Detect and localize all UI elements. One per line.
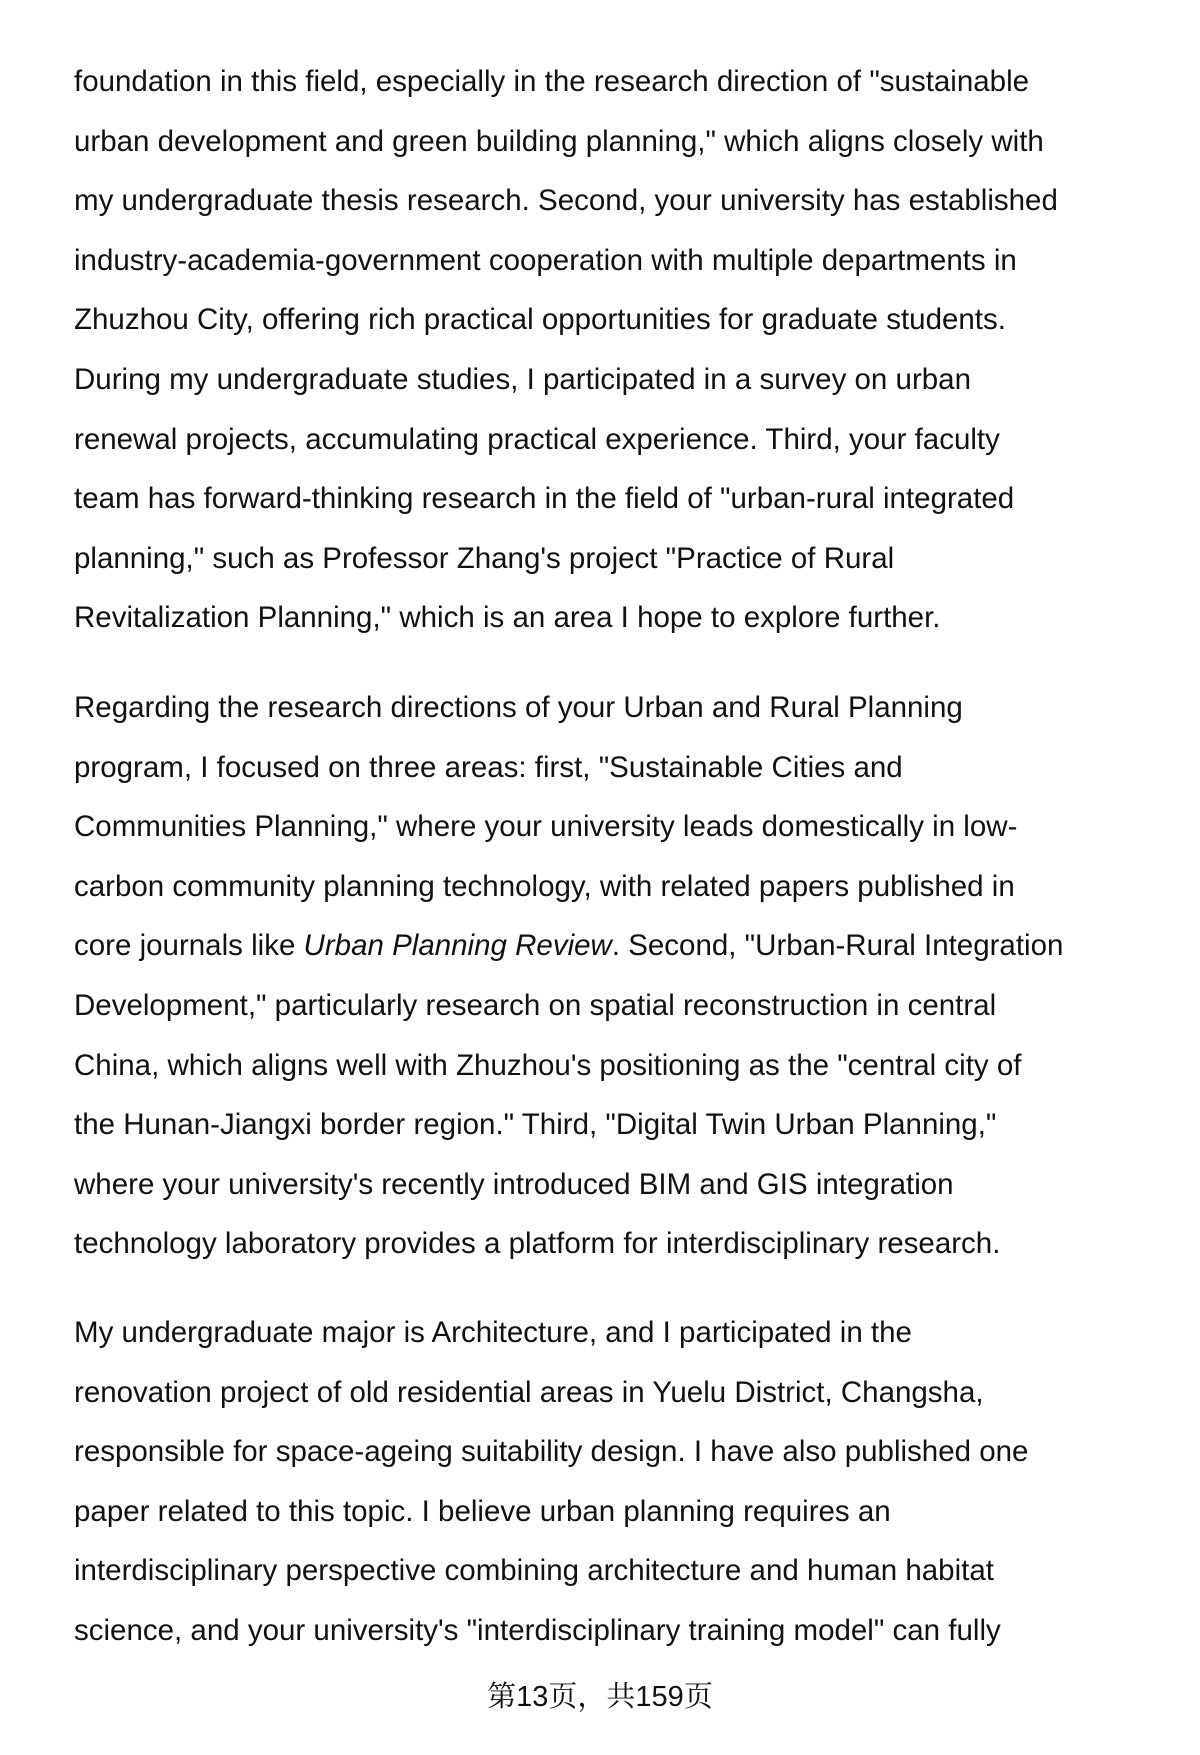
text-line: China, which aligns well with Zhuzhou's positioning as the "central city of (74, 1048, 1022, 1082)
text-line: During my undergraduate studies, I participated in a survey on urban (74, 362, 971, 396)
paragraph-research-directions (74, 678, 1174, 1274)
text-line: industry-academia-government cooperation with multiple departments in (74, 243, 1017, 277)
text-line: renewal projects, accumulating practical experience. Third, your faculty (74, 422, 1000, 456)
text-line (74, 916, 1174, 976)
text-line: Communities Planning," where your university leads domestically in low- (74, 810, 1018, 844)
text-line: urban development and green building planning," which aligns closely with (74, 124, 1044, 158)
text-line: interdisciplinary perspective combining architecture and human habitat (74, 1554, 994, 1588)
text-line: program, I focused on three areas: first, "Sustainable Cities and (74, 750, 903, 784)
text-line: carbon community planning technology, with related papers published in (74, 869, 1015, 903)
text-line: technology laboratory provides a platform for interdisciplinary research. (74, 1227, 1001, 1261)
paragraph-university-advantages (74, 52, 1174, 648)
text-line: the Hunan-Jiangxi border region." Third, "Digital Twin Urban Planning," (74, 1108, 997, 1142)
text-line: science, and your university's "interdisciplinary training model" can fully (74, 1613, 1001, 1647)
page-indicator: 第13页，共159页 (487, 1681, 713, 1713)
text-line: my undergraduate thesis research. Second, your university has established (74, 184, 1058, 218)
text-line: My undergraduate major is Architecture, and I participated in the (74, 1316, 912, 1349)
text-line: foundation in this field, especially in the research direction of "sustainable (74, 65, 1030, 98)
text-line-end: . Second, "Urban-Rural Integration (611, 929, 1064, 963)
text-line: planning," such as Professor Zhang's project "Practice of Rural (74, 541, 895, 575)
text-line: where your university's recently introduced BIM and GIS integration (74, 1167, 954, 1201)
journal-title: Urban Planning Review (303, 929, 612, 963)
paragraph-background (74, 1303, 1174, 1661)
text-line: Zhuzhou City, offering rich practical opportunities for graduate students. (74, 303, 1006, 337)
text-line: Regarding the research directions of your Urban and Rural Planning (74, 691, 963, 724)
text-line: renovation project of old residential areas in Yuelu District, Changsha, (74, 1375, 984, 1409)
text-line: team has forward-thinking research in the field of "urban-rural integrated (74, 482, 1015, 516)
text-line: Revitalization Planning," which is an area I hope to explore further. (74, 601, 941, 635)
text-line: responsible for space-ageing suitability design. I have also published one (74, 1435, 1029, 1469)
text-line-start: core journals like (74, 929, 304, 963)
text-line: paper related to this topic. I believe urban planning requires an (74, 1494, 891, 1528)
text-line: Development," particularly research on spatial reconstruction in central (74, 988, 997, 1022)
